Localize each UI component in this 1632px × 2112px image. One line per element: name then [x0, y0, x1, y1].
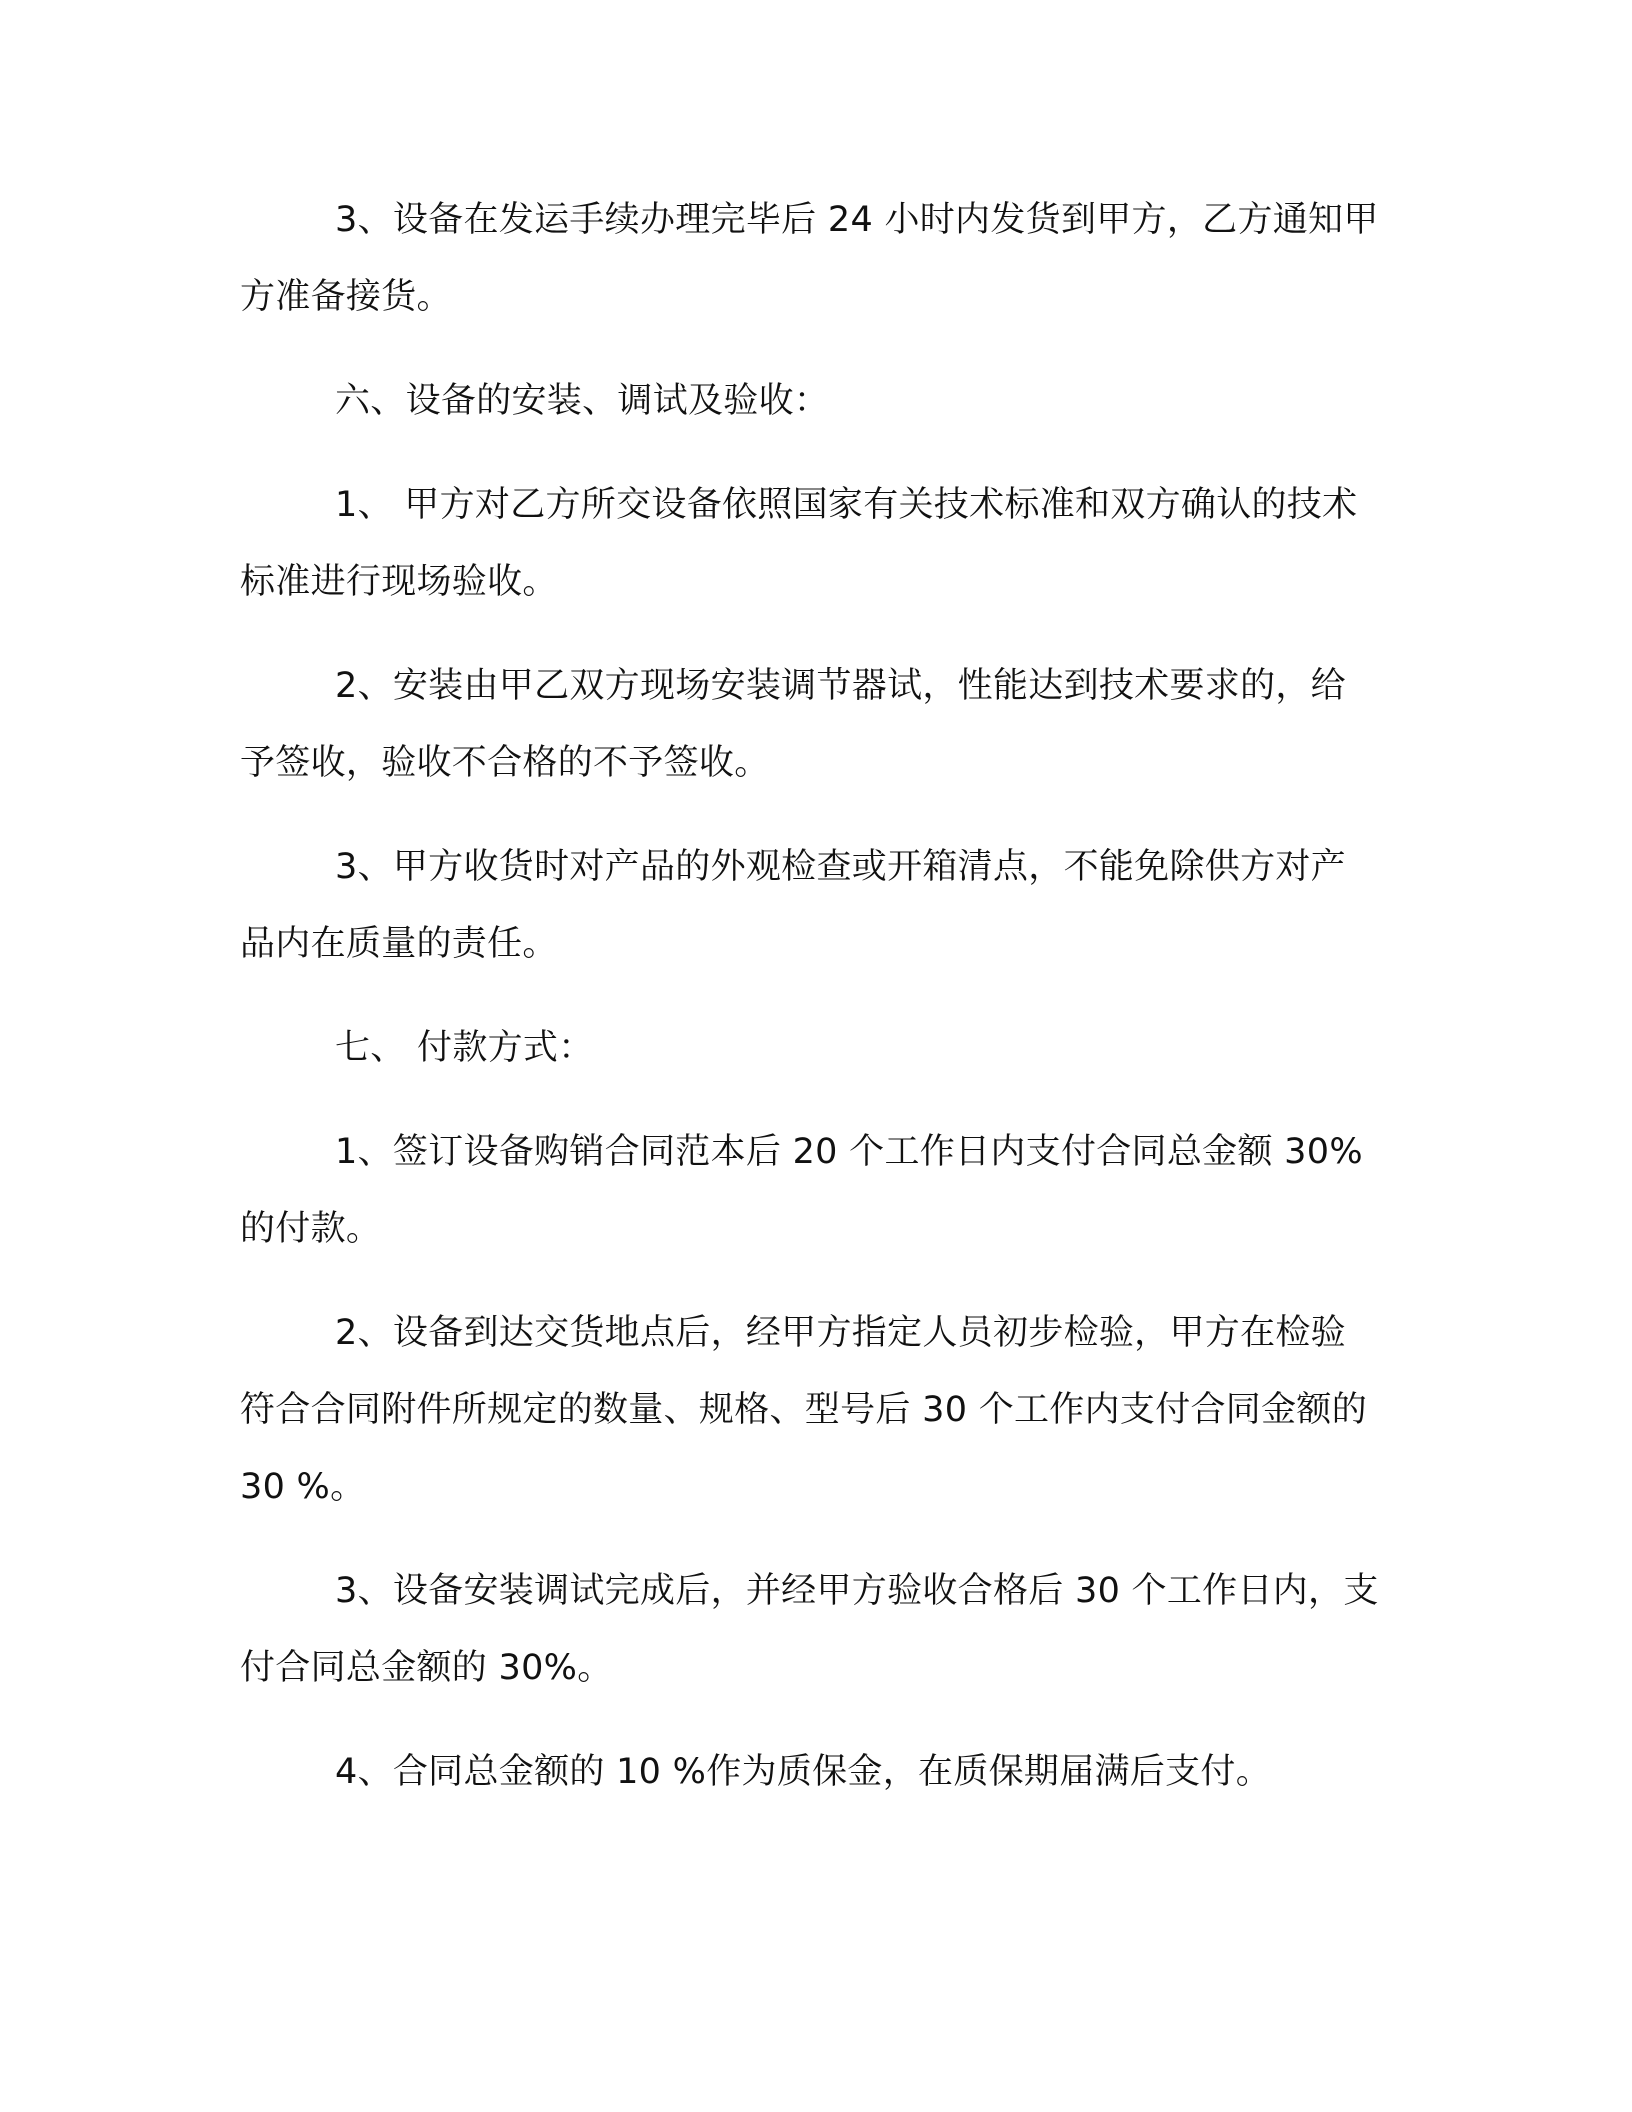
paragraph-quality-responsibility: 3、甲方收货时对产品的外观检查或开箱清点，不能免除供方对产品内在质量的责任。	[240, 847, 1346, 964]
paragraph-payment-first: 1、签订设备购销合同范本后 20 个工作日内支付合同总金额 30%的付款。	[240, 1132, 1363, 1249]
paragraph-payment-second: 2、设备到达交货地点后，经甲方指定人员初步检验，甲方在检验符合合同附件所规定的数量、规格、型号后 30 个工作内支付合同金额的 30 %。	[240, 1313, 1379, 1507]
section-heading-installation: 六、设备的安装、调试及验收：	[335, 381, 830, 421]
section-heading-payment: 七、 付款方式：	[335, 1028, 594, 1068]
paragraph-payment-third: 3、设备安装调试完成后，并经甲方验收合格后 30 个工作日内，支付合同总金额的 30%。	[240, 1571, 1379, 1688]
paragraph-gap	[240, 802, 1380, 829]
paragraph-gap	[240, 1707, 1380, 1734]
paragraph-gap	[240, 983, 1380, 1010]
document-body	[240, 182, 1380, 1811]
paragraph-gap	[240, 1268, 1380, 1295]
paragraph-installation-signoff: 2、安装由甲乙双方现场安装调节器试，性能达到技术要求的，给予签收，验收不合格的不予签收。	[240, 666, 1346, 783]
paragraph-delivery-notice: 3、设备在发运手续办理完毕后 24 小时内发货到甲方，乙方通知甲方准备接货。	[240, 200, 1379, 317]
paragraph-gap	[240, 1087, 1380, 1114]
paragraph-warranty-deposit: 4、合同总金额的 10 %作为质保金，在质保期届满后支付。	[335, 1752, 1272, 1792]
paragraph-acceptance-standard: 1、 甲方对乙方所交设备依照国家有关技术标准和双方确认的技术标准进行现场验收。	[240, 485, 1358, 602]
paragraph-gap	[240, 336, 1380, 363]
paragraph-gap	[240, 1526, 1380, 1553]
paragraph-gap	[240, 440, 1380, 467]
paragraph-gap	[240, 621, 1380, 648]
